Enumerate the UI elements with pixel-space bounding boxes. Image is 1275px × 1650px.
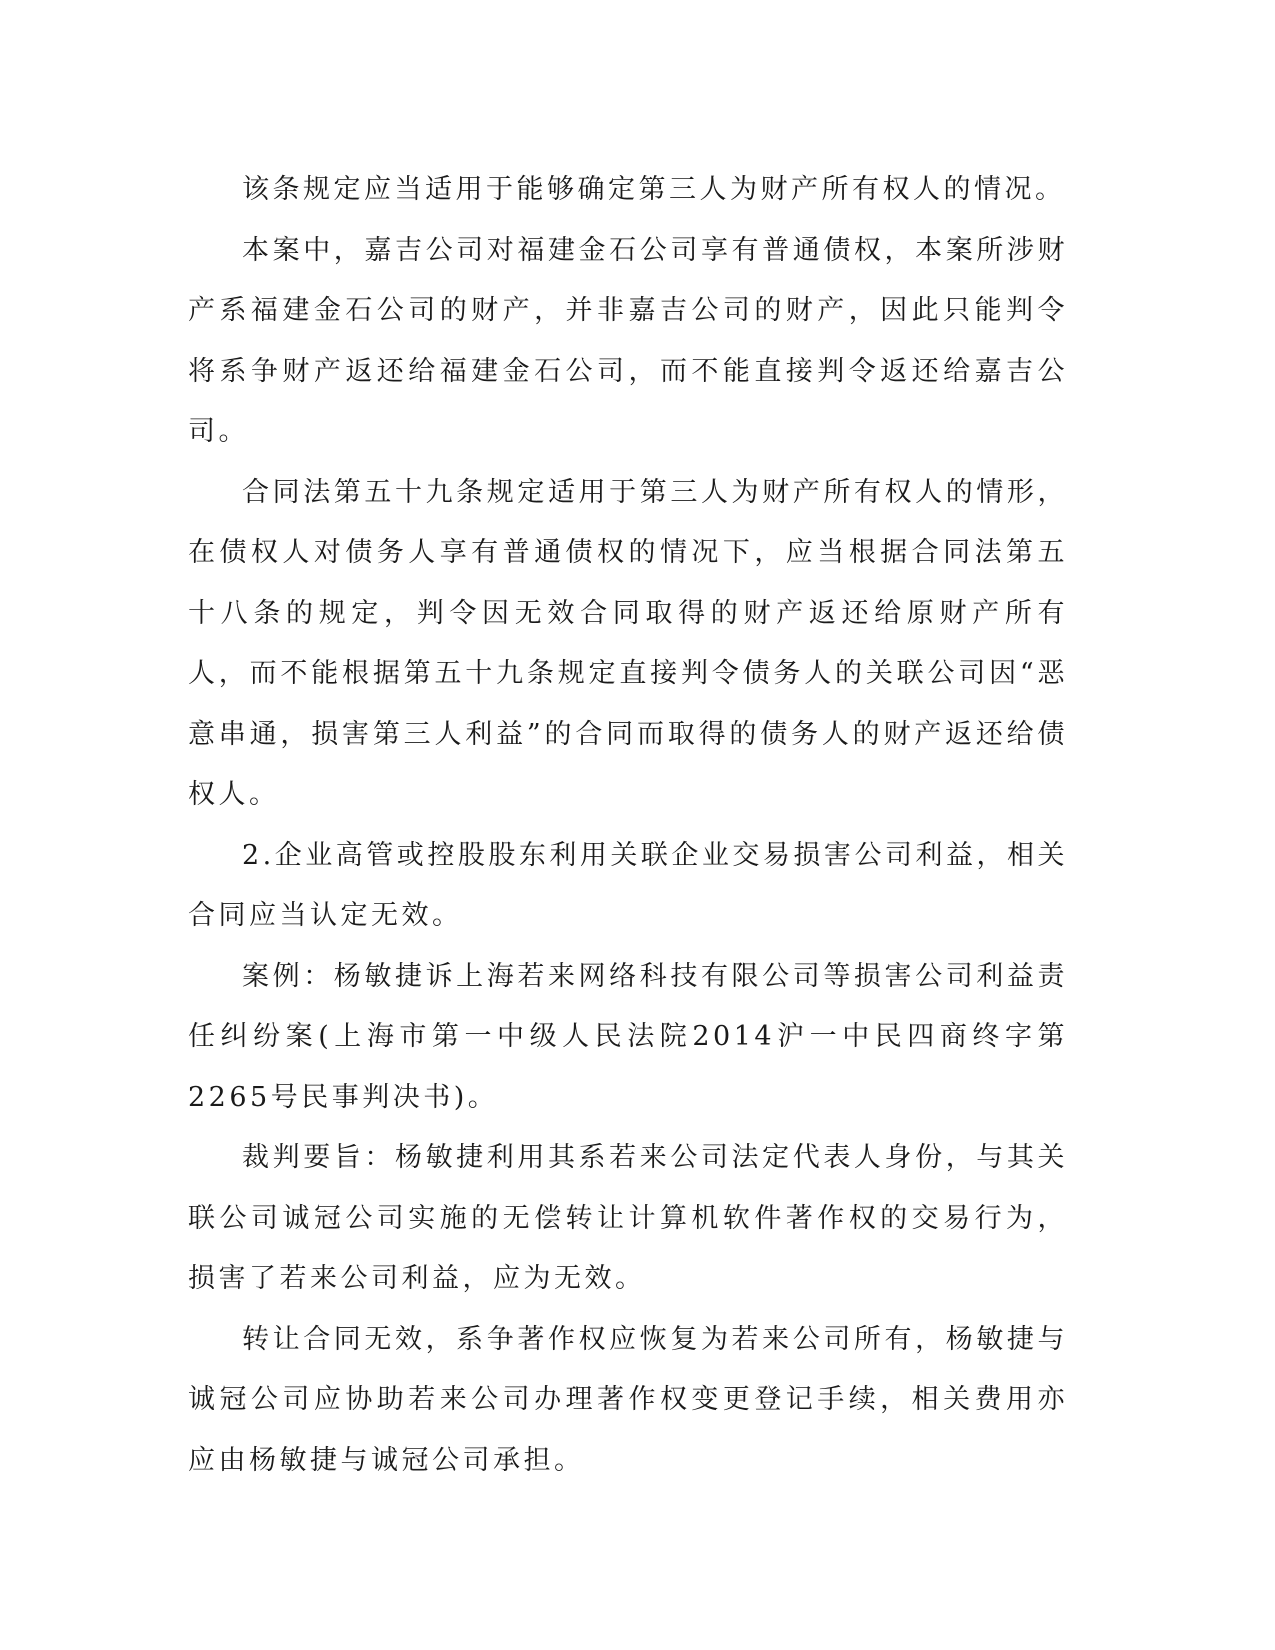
paragraph-6: 裁判要旨：杨敏捷利用其系若来公司法定代表人身份，与其关联公司诚冠公司实施的无偿转让计算机软件著作权的交易行为，损害了若来公司利益，应为无效。 (188, 1142, 1068, 1294)
paragraph-1: 该条规定应当适用于能够确定第三人为财产所有权人的情况。 (242, 174, 1066, 205)
paragraph-5: 案例：杨敏捷诉上海若来网络科技有限公司等损害公司利益责任纠纷案(上海市第一中级人民法院2014沪一中民四商终字第2265号民事判决书)。 (188, 960, 1068, 1113)
document-body (188, 160, 1068, 1491)
paragraph-4: 2.企业高管或控股股东利用关联企业交易损害公司利益，相关合同应当认定无效。 (188, 839, 1068, 931)
paragraph-7: 转让合同无效，系争著作权应恢复为若来公司所有，杨敏捷与诚冠公司应协助若来公司办理著作权变更登记手续，相关费用亦应由杨敏捷与诚冠公司承担。 (188, 1323, 1068, 1476)
paragraph-2: 本案中，嘉吉公司对福建金石公司享有普通债权，本案所涉财产系福建金石公司的财产，并非嘉吉公司的财产，因此只能判令将系争财产返还给福建金石公司，而不能直接判令返还给嘉吉公司。 (188, 234, 1068, 447)
paragraph-3: 合同法第五十九条规定适用于第三人为财产所有权人的情形，在债权人对债务人享有普通债权的情况下，应当根据合同法第五十八条的规定，判令因无效合同取得的财产返还给原财产所有人，而不能根据第五十九条规定直接判令债务人的关联公司因“恶意串通，损害第三人利益”的合同而取得的债务人的财产返还给债权人。 (188, 476, 1068, 810)
